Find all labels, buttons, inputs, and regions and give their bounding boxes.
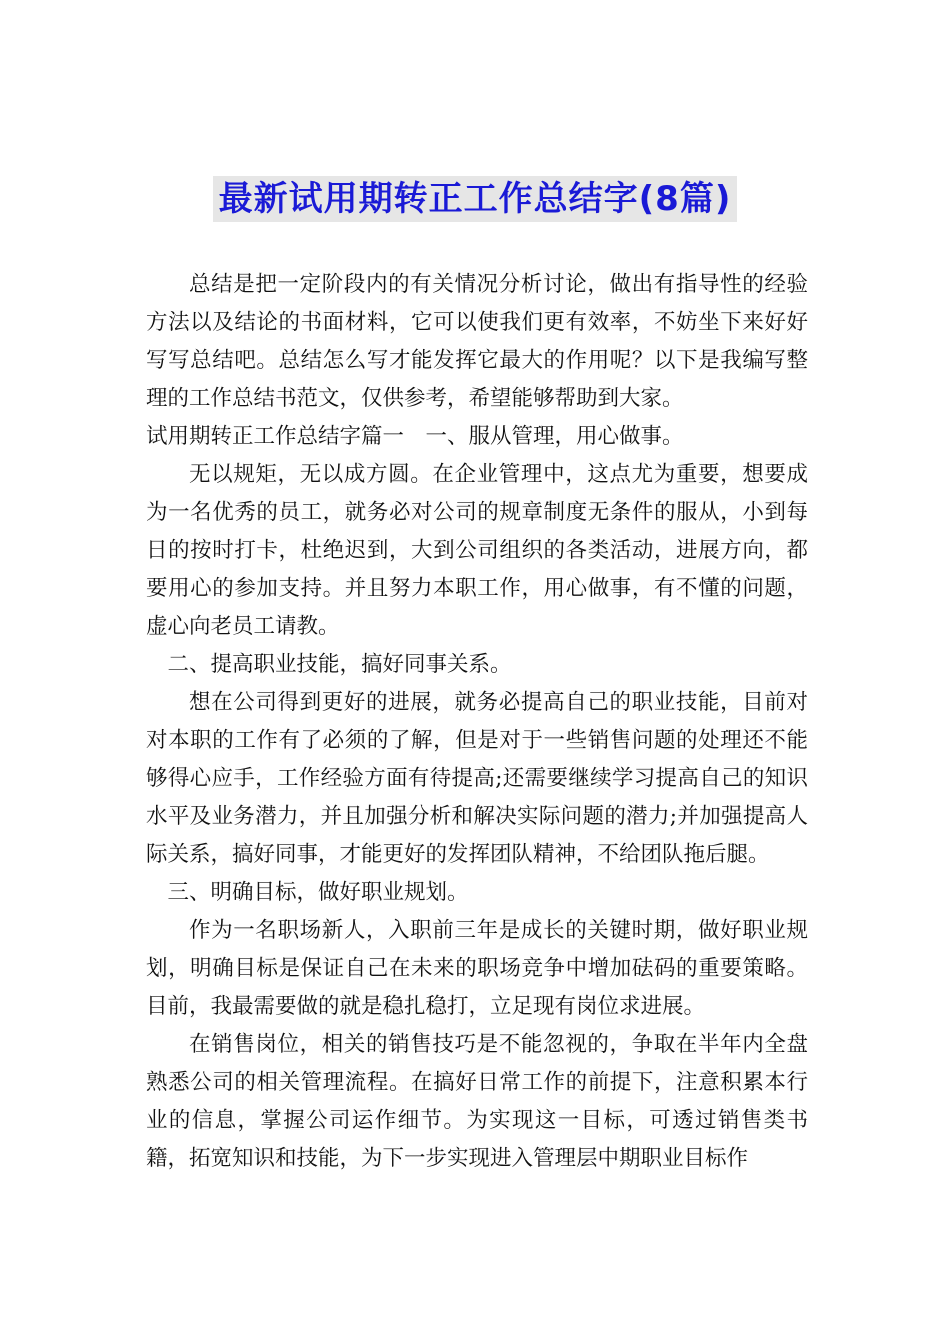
title-container xyxy=(0,176,950,222)
body-paragraph: 无以规矩，无以成方圆。在企业管理中，这点尤为重要，想要成为一名优秀的员工，就务必对公司的规章制度无条件的服从，小到每日的按时打卡，杜绝迟到，大到公司组织的各类活动，进展方向，都要用心的参加支持。并且努力本职工作，用心做事，有不懂的问题，虚心向老员工请教。 xyxy=(146,462,808,639)
body-paragraph: 在销售岗位，相关的销售技巧是不能忽视的，争取在半年内全盘熟悉公司的相关管理流程。在搞好日常工作的前提下，注意积累本行业的信息，掌握公司运作细节。为实现这一目标，可透过销售类书籍，拓宽知识和技能，为下一步实现进入管理层中期职业目标作 xyxy=(146,1032,808,1171)
intro-paragraph: 总结是把一定阶段内的有关情况分析讨论，做出有指导性的经验方法以及结论的书面材料，它可以使我们更有效率，不妨坐下来好好写写总结吧。总结怎么写才能发挥它最大的作用呢？以下是我编写整理的工作总结书范文，仅供参考，希望能够帮助到大家。 xyxy=(146,272,808,411)
section-heading-one: 试用期转正工作总结字篇一 一、服从管理，用心做事。 xyxy=(146,424,684,449)
body-paragraph: 作为一名职场新人，入职前三年是成长的关键时期，做好职业规划，明确目标是保证自己在未来的职场竞争中增加砝码的重要策略。目前，我最需要做的就是稳扎稳打，立足现有岗位求进展。 xyxy=(146,918,808,1019)
body-paragraph: 想在公司得到更好的进展，就务必提高自己的职业技能，目前对对本职的工作有了必须的了解，但是对于一些销售问题的处理还不能够得心应手，工作经验方面有待提高;还需要继续学习提高自己的知识水平及业务潜力，并且加强分析和解决实际问题的潜力;并加强提高人际关系，搞好同事，才能更好的发挥团队精神，不给团队拖后腿。 xyxy=(146,690,808,867)
document-title: 最新试用期转正工作总结字(8篇) xyxy=(213,176,738,222)
section-heading-two: 二、提高职业技能，搞好同事关系。 xyxy=(167,652,512,677)
section-heading-three: 三、明确目标，做好职业规划。 xyxy=(167,880,469,905)
document-body xyxy=(146,266,808,1178)
